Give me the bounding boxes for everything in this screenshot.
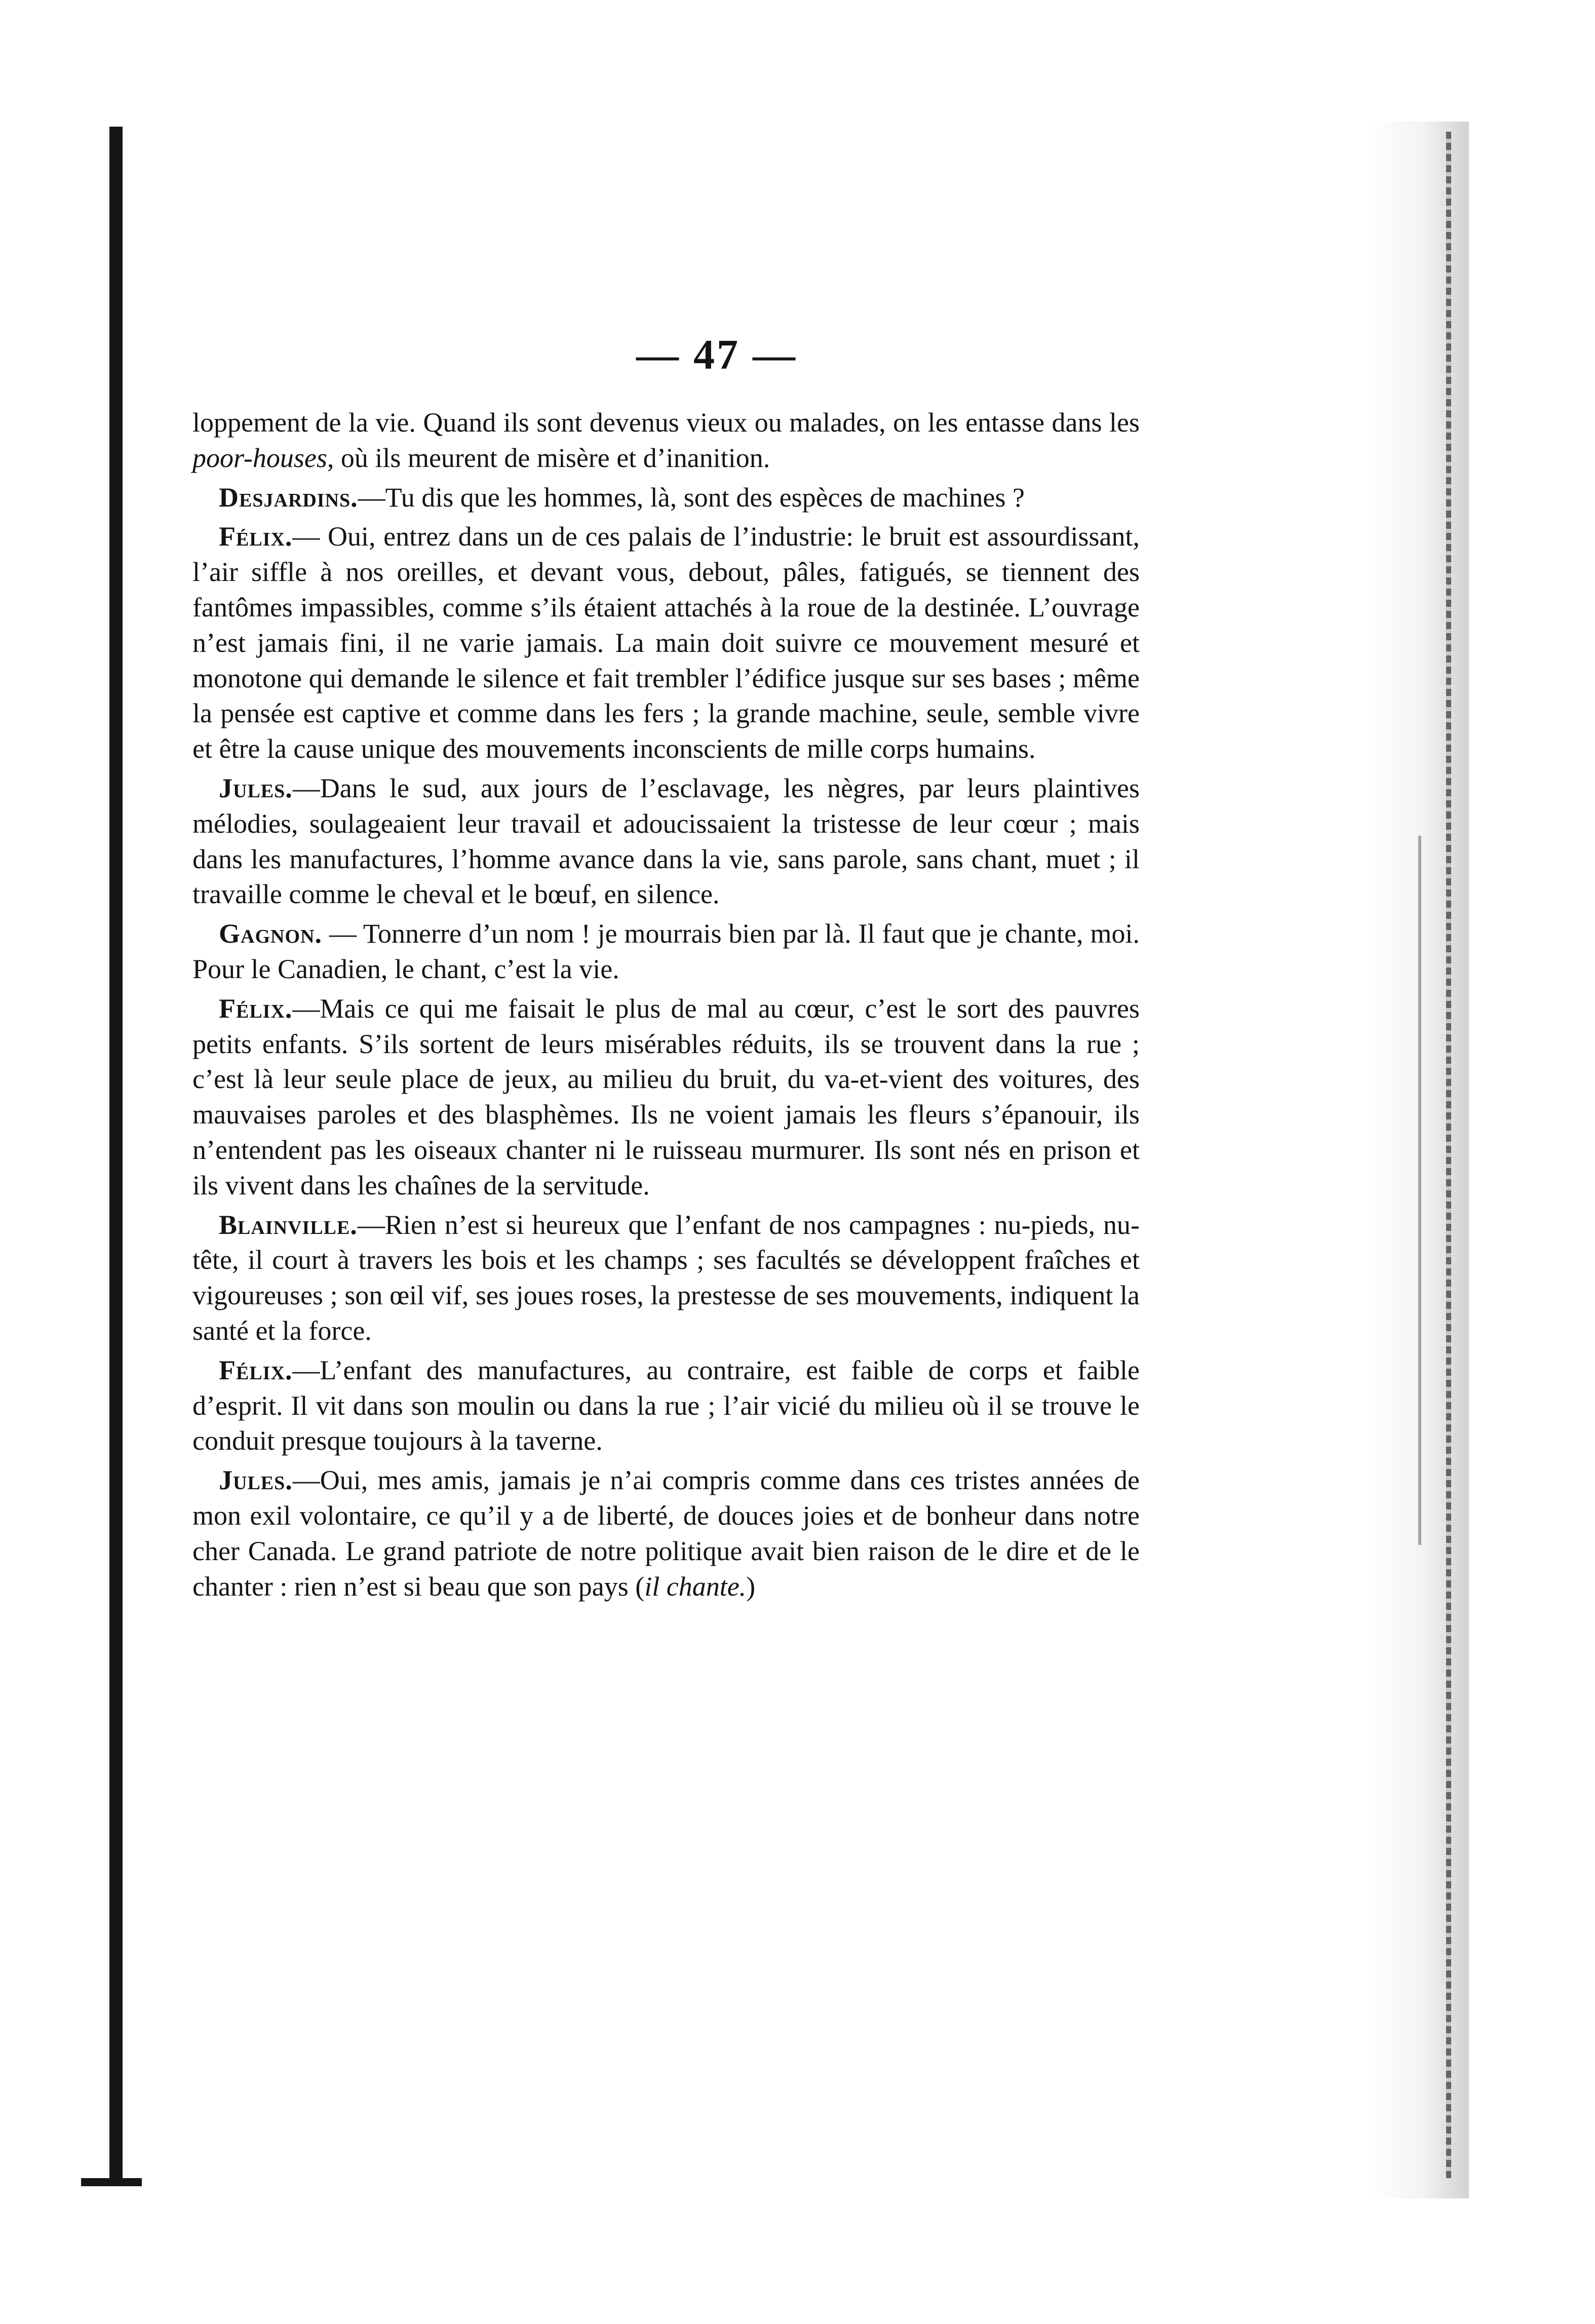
paragraph: [192, 519, 1140, 767]
page-number: — 47 —: [636, 331, 797, 378]
body-text: [192, 405, 1140, 1608]
paragraph: [192, 771, 1140, 912]
speaker-name: Félix.: [219, 993, 293, 1024]
paragraph: [192, 1353, 1140, 1459]
italic-text: poor-houses: [192, 442, 327, 473]
speaker-name: Félix.: [219, 521, 293, 552]
binding-edge-foot: [81, 2178, 142, 2186]
paragraph-text: — Tonnerre d’un nom ! je mourrais bien par là. Il faut que je chante, moi. Pour le Canadien, le chant, c’est la vie.: [192, 918, 1140, 984]
speaker-name: Jules.: [219, 772, 293, 803]
page-edge-line: [1446, 132, 1451, 2178]
speaker-name: Jules.: [219, 1465, 293, 1496]
paragraph-text: —L’enfant des manufactures, au contraire, est faible de corps et faible d’esprit. Il vit dans son moulin ou dans la rue ; l’air vicié du milieu où il se trouve le conduit presque toujours à la taverne.: [192, 1354, 1140, 1456]
paragraph: [192, 916, 1140, 987]
paragraph-text: , où ils meurent de misère et d’inanition.: [327, 442, 770, 473]
speaker-name: Gagnon.: [219, 918, 322, 949]
paragraph-text: —Tu dis que les hommes, là, sont des espèces de machines ?: [358, 482, 1025, 513]
italic-text: il chante.: [644, 1571, 747, 1602]
paragraph: [192, 1208, 1140, 1349]
binding-edge: [109, 127, 123, 2178]
page-edge-line-inner: [1418, 836, 1421, 1545]
paragraph: [192, 991, 1140, 1204]
paragraph-text: ): [746, 1571, 756, 1602]
paragraph-text: —Dans le sud, aux jours de l’esclavage, les nègres, par leurs plaintives mélodies, soulageaient leur travail et adoucissaient la tristesse de leur cœur ; mais dans les manufactures, l’homme avance dans la vie, sans parole, sans chant, muet ; il travaille comme le cheval et le bœuf, en silence.: [192, 772, 1140, 910]
paragraph: [192, 1463, 1140, 1604]
paragraph-text: — Oui, entrez dans un de ces palais de l’industrie: le bruit est assourdissant, l’air siffle à nos oreilles, et devant vous, debout, pâles, fatigués, se tiennent des fantômes impassibles, comme s’ils étaient attachés à la roue de la destinée. L’ouvrage n’est jamais fini, il ne varie jamais. La main doit suivre ce mouvement mesuré et monotone qui demande le silence et fait trembler l’édifice jusque sur ses bases ; même la pensée est captive et comme dans les fers ; la grande machine, seule, semble vivre et être la cause unique des mouvements inconscients de mille corps humains.: [192, 521, 1140, 764]
paragraph-text: —Mais ce qui me faisait le plus de mal au cœur, c’est le sort des pauvres petits enfants. S’ils sortent de leurs misérables réduits, ils se trouvent dans la rue ; c’est là leur seule place de jeux, au milieu du bruit, du va-et-vient des voitures, des mauvaises paroles et des blasphèmes. Ils ne voient jamais les fleurs s’épanouir, ils n’entendent pas les oiseaux chanter ni le ruisseau murmurer. Ils sont nés en prison et ils vivent dans les chaînes de la servitude.: [192, 993, 1140, 1200]
speaker-name: Blainville.: [219, 1209, 358, 1240]
paragraph-text: —Rien n’est si heureux que l’enfant de nos campagnes : nu-pieds, nu-tête, il court à travers les bois et les champs ; ses facultés se développent fraîches et vigoureuses ; son œil vif, ses joues roses, la prestesse de ses mouvements, indiquent la santé et la force.: [192, 1209, 1140, 1346]
paragraph: [192, 405, 1140, 476]
speaker-name: Félix.: [219, 1354, 293, 1385]
speaker-name: Desjardins.: [219, 482, 358, 513]
paragraph-text: loppement de la vie. Quand ils sont devenus vieux ou malades, on les entasse dans les: [192, 407, 1140, 438]
paragraph-text: —Oui, mes amis, jamais je n’ai compris comme dans ces tristes années de mon exil volontaire, ce qu’il y a de liberté, de douces joies et de bonheur dans notre cher Canada. Le grand patriote de notre politique avait bien raison de le dire et de le chanter : rien n’est si beau que son pays (: [192, 1465, 1140, 1602]
paragraph: [192, 480, 1140, 516]
